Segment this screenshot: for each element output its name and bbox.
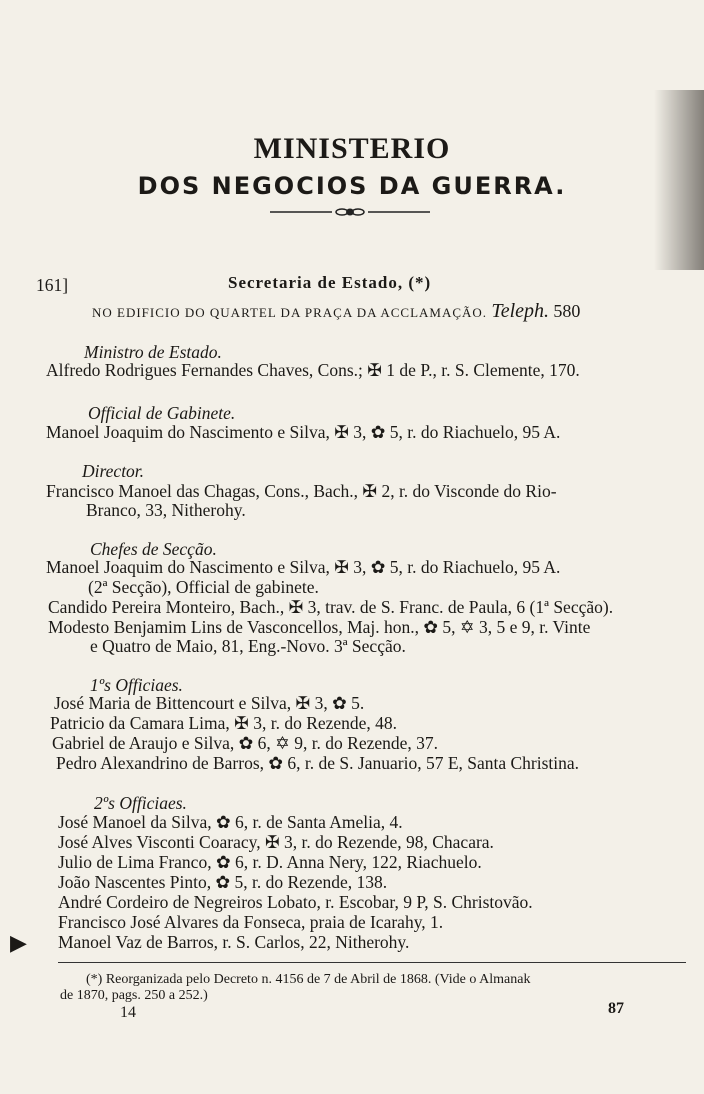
heading-section-chiefs: Chefes de Secção.: [90, 539, 217, 559]
entry-line: José Alves Visconti Coaracy, ✠ 3, r. do Rezende, 98, Chacara.: [58, 832, 494, 852]
ornament-divider-icon: [270, 208, 430, 216]
entry-line: Francisco José Alvares da Fonseca, praia de Icarahy, 1.: [58, 912, 444, 932]
entry-line: Francisco Manoel das Chagas, Cons., Bach., ✠ 2, r. do Visconde do Rio-: [46, 481, 557, 501]
margin-pointer-icon: ▶: [10, 930, 27, 955]
page-number: 161]: [36, 275, 69, 295]
entry-line: Manoel Joaquim do Nascimento e Silva, ✠ 3, ✿ 5, r. do Riachuelo, 95 A.: [46, 422, 561, 442]
location-line: [92, 300, 580, 323]
entry-line: João Nascentes Pinto, ✿ 5, r. do Rezende, 138.: [58, 872, 388, 892]
heading-minister: Ministro de Estado.: [84, 342, 222, 362]
entry-line: Julio de Lima Franco, ✿ 6, r. D. Anna Nery, 122, Riachuelo.: [58, 852, 482, 872]
entry-line: e Quatro de Maio, 81, Eng.-Novo. 3ª Secção.: [90, 636, 406, 656]
entry-line: Manoel Joaquim do Nascimento e Silva, ✠ 3, ✿ 5, r. do Riachuelo, 95 A.: [46, 557, 561, 577]
entry-line: Pedro Alexandrino de Barros, ✿ 6, r. de S. Januario, 57 E, Santa Christina.: [56, 753, 580, 773]
entry-line: André Cordeiro de Negreiros Lobato, r. Escobar, 9 P, S. Christovão.: [58, 892, 533, 912]
entry-line: Branco, 33, Nitherohy.: [86, 500, 246, 520]
entry-line: Manoel Vaz de Barros, r. S. Carlos, 22, Nitherohy.: [58, 932, 410, 952]
footnote-line: (*) Reorganizada pelo Decreto n. 4156 de 7 de Abril de 1868. (Vide o Almanak: [86, 972, 531, 987]
entry-line: Alfredo Rodrigues Fernandes Chaves, Cons.; ✠ 1 de P., r. S. Clemente, 170.: [46, 360, 580, 380]
page-title: MINISTERIO: [253, 132, 451, 165]
footnote-divider: [58, 962, 686, 963]
entry-line: Gabriel de Araujo e Silva, ✿ 6, ✡ 9, r. do Rezende, 37.: [52, 733, 439, 753]
teleph-label: Teleph.: [491, 300, 550, 322]
entry-line: Patricio da Camara Lima, ✠ 3, r. do Rezende, 48.: [50, 713, 398, 733]
section-title: Secretaria de Estado, (*): [228, 273, 432, 292]
entry-line: José Manoel da Silva, ✿ 6, r. de Santa Amelia, 4.: [58, 812, 403, 832]
teleph-number: 580: [553, 301, 581, 321]
heading-director: Director.: [82, 461, 145, 481]
signature-mark: 14: [120, 1004, 136, 1021]
page-subtitle: DOS NEGOCIOS DA GUERRA.: [137, 172, 567, 200]
entry-line: Candido Pereira Monteiro, Bach., ✠ 3, trav. de S. Franc. de Paula, 6 (1ª Secção).: [48, 597, 614, 617]
entry-line: (2ª Secção), Official de gabinete.: [88, 577, 319, 597]
footnote-line: de 1870, pags. 250 a 252.): [60, 988, 208, 1003]
page-folio-number: 87: [608, 1000, 624, 1017]
location-text: NO EDIFICIO DO QUARTEL DA PRAÇA DA ACCLAMAÇÃO.: [92, 305, 488, 320]
heading-second-officers: 2ºs Officiaes.: [94, 793, 187, 813]
entry-line: José Maria de Bittencourt e Silva, ✠ 3, ✿ 5.: [54, 693, 365, 713]
heading-first-officers: 1ºs Officiaes.: [90, 675, 183, 695]
heading-official-cabinet: Official de Gabinete.: [88, 403, 236, 423]
entry-line: Modesto Benjamim Lins de Vasconcellos, Maj. hon., ✿ 5, ✡ 3, 5 e 9, r. Vinte: [48, 617, 591, 637]
